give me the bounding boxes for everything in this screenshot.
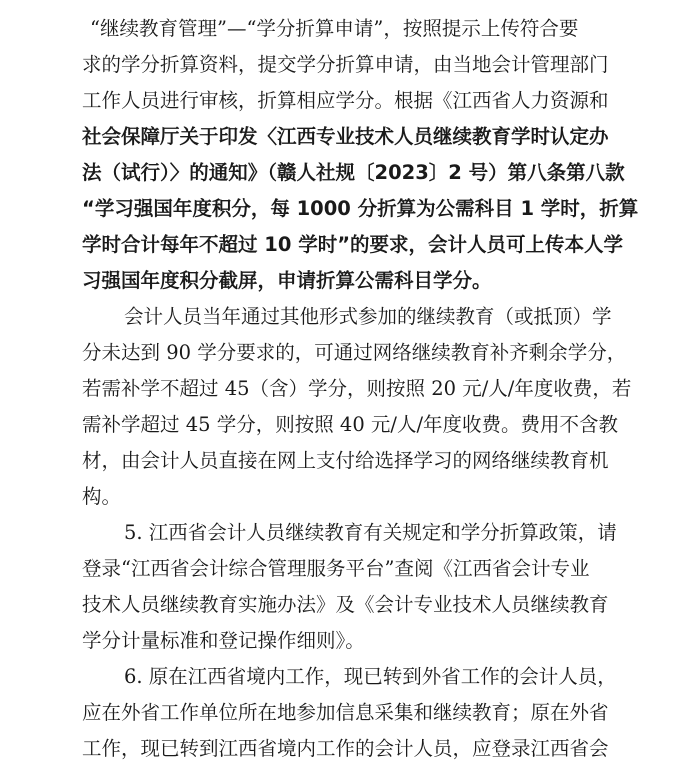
text-line: “学习强国年度积分，每 1000 分折算为公需科目 1 学时，折算 bbox=[82, 197, 639, 220]
text-line: 工作人员进行审核，折算相应学分。根据《江西省人力资源和 bbox=[82, 89, 609, 112]
text-line: 法（试行）〉的通知》（赣人社规〔2023〕2 号）第八条第八款 bbox=[82, 161, 625, 184]
text-line: 需补学超过 45 学分，则按照 40 元/人/年度收费。费用不含教 bbox=[82, 413, 619, 436]
text-line: 应在外省工作单位所在地参加信息采集和继续教育；原在外省 bbox=[82, 701, 609, 724]
text-line: 技术人员继续教育实施办法》及《会计专业技术人员继续教育 bbox=[82, 593, 609, 616]
text-line: 工作，现已转到江西省境内工作的会计人员，应登录江西省会 bbox=[82, 737, 609, 760]
text-line: 5. 江西省会计人员继续教育有关规定和学分折算政策，请 bbox=[124, 521, 617, 544]
text-line: 6. 原在江西省境内工作，现已转到外省工作的会计人员， bbox=[124, 665, 617, 688]
text-line: 会计人员当年通过其他形式参加的继续教育（或抵顶）学 bbox=[124, 305, 612, 328]
text-line: 若需补学不超过 45（含）学分，则按照 20 元/人/年度收费，若 bbox=[82, 377, 632, 400]
text-line: 材，由会计人员直接在网上支付给选择学习的网络继续教育机 bbox=[82, 449, 609, 472]
text-line: 求的学分折算资料，提交学分折算申请，由当地会计管理部门 bbox=[82, 53, 609, 76]
text-line: 学时合计每年不超过 10 学时”的要求，会计人员可上传本人学 bbox=[82, 233, 624, 256]
text-line: 登录“江西省会计综合管理服务平台”查阅《江西省会计专业 bbox=[82, 557, 590, 580]
text-line: “继续教育管理”—“学分折算申请”，按照提示上传符合要 bbox=[90, 17, 579, 40]
text-line: 构。 bbox=[82, 485, 122, 508]
text-line: 分未达到 90 学分要求的，可通过网络继续教育补齐剩余学分， bbox=[82, 341, 627, 364]
text-line: 学分计量标准和登记操作细则》。 bbox=[82, 629, 365, 652]
text-line: 社会保障厅关于印发〈江西专业技术人员继续教育学时认定办 bbox=[82, 125, 609, 148]
text-line: 习强国年度积分截屏，申请折算公需科目学分。 bbox=[82, 269, 492, 292]
